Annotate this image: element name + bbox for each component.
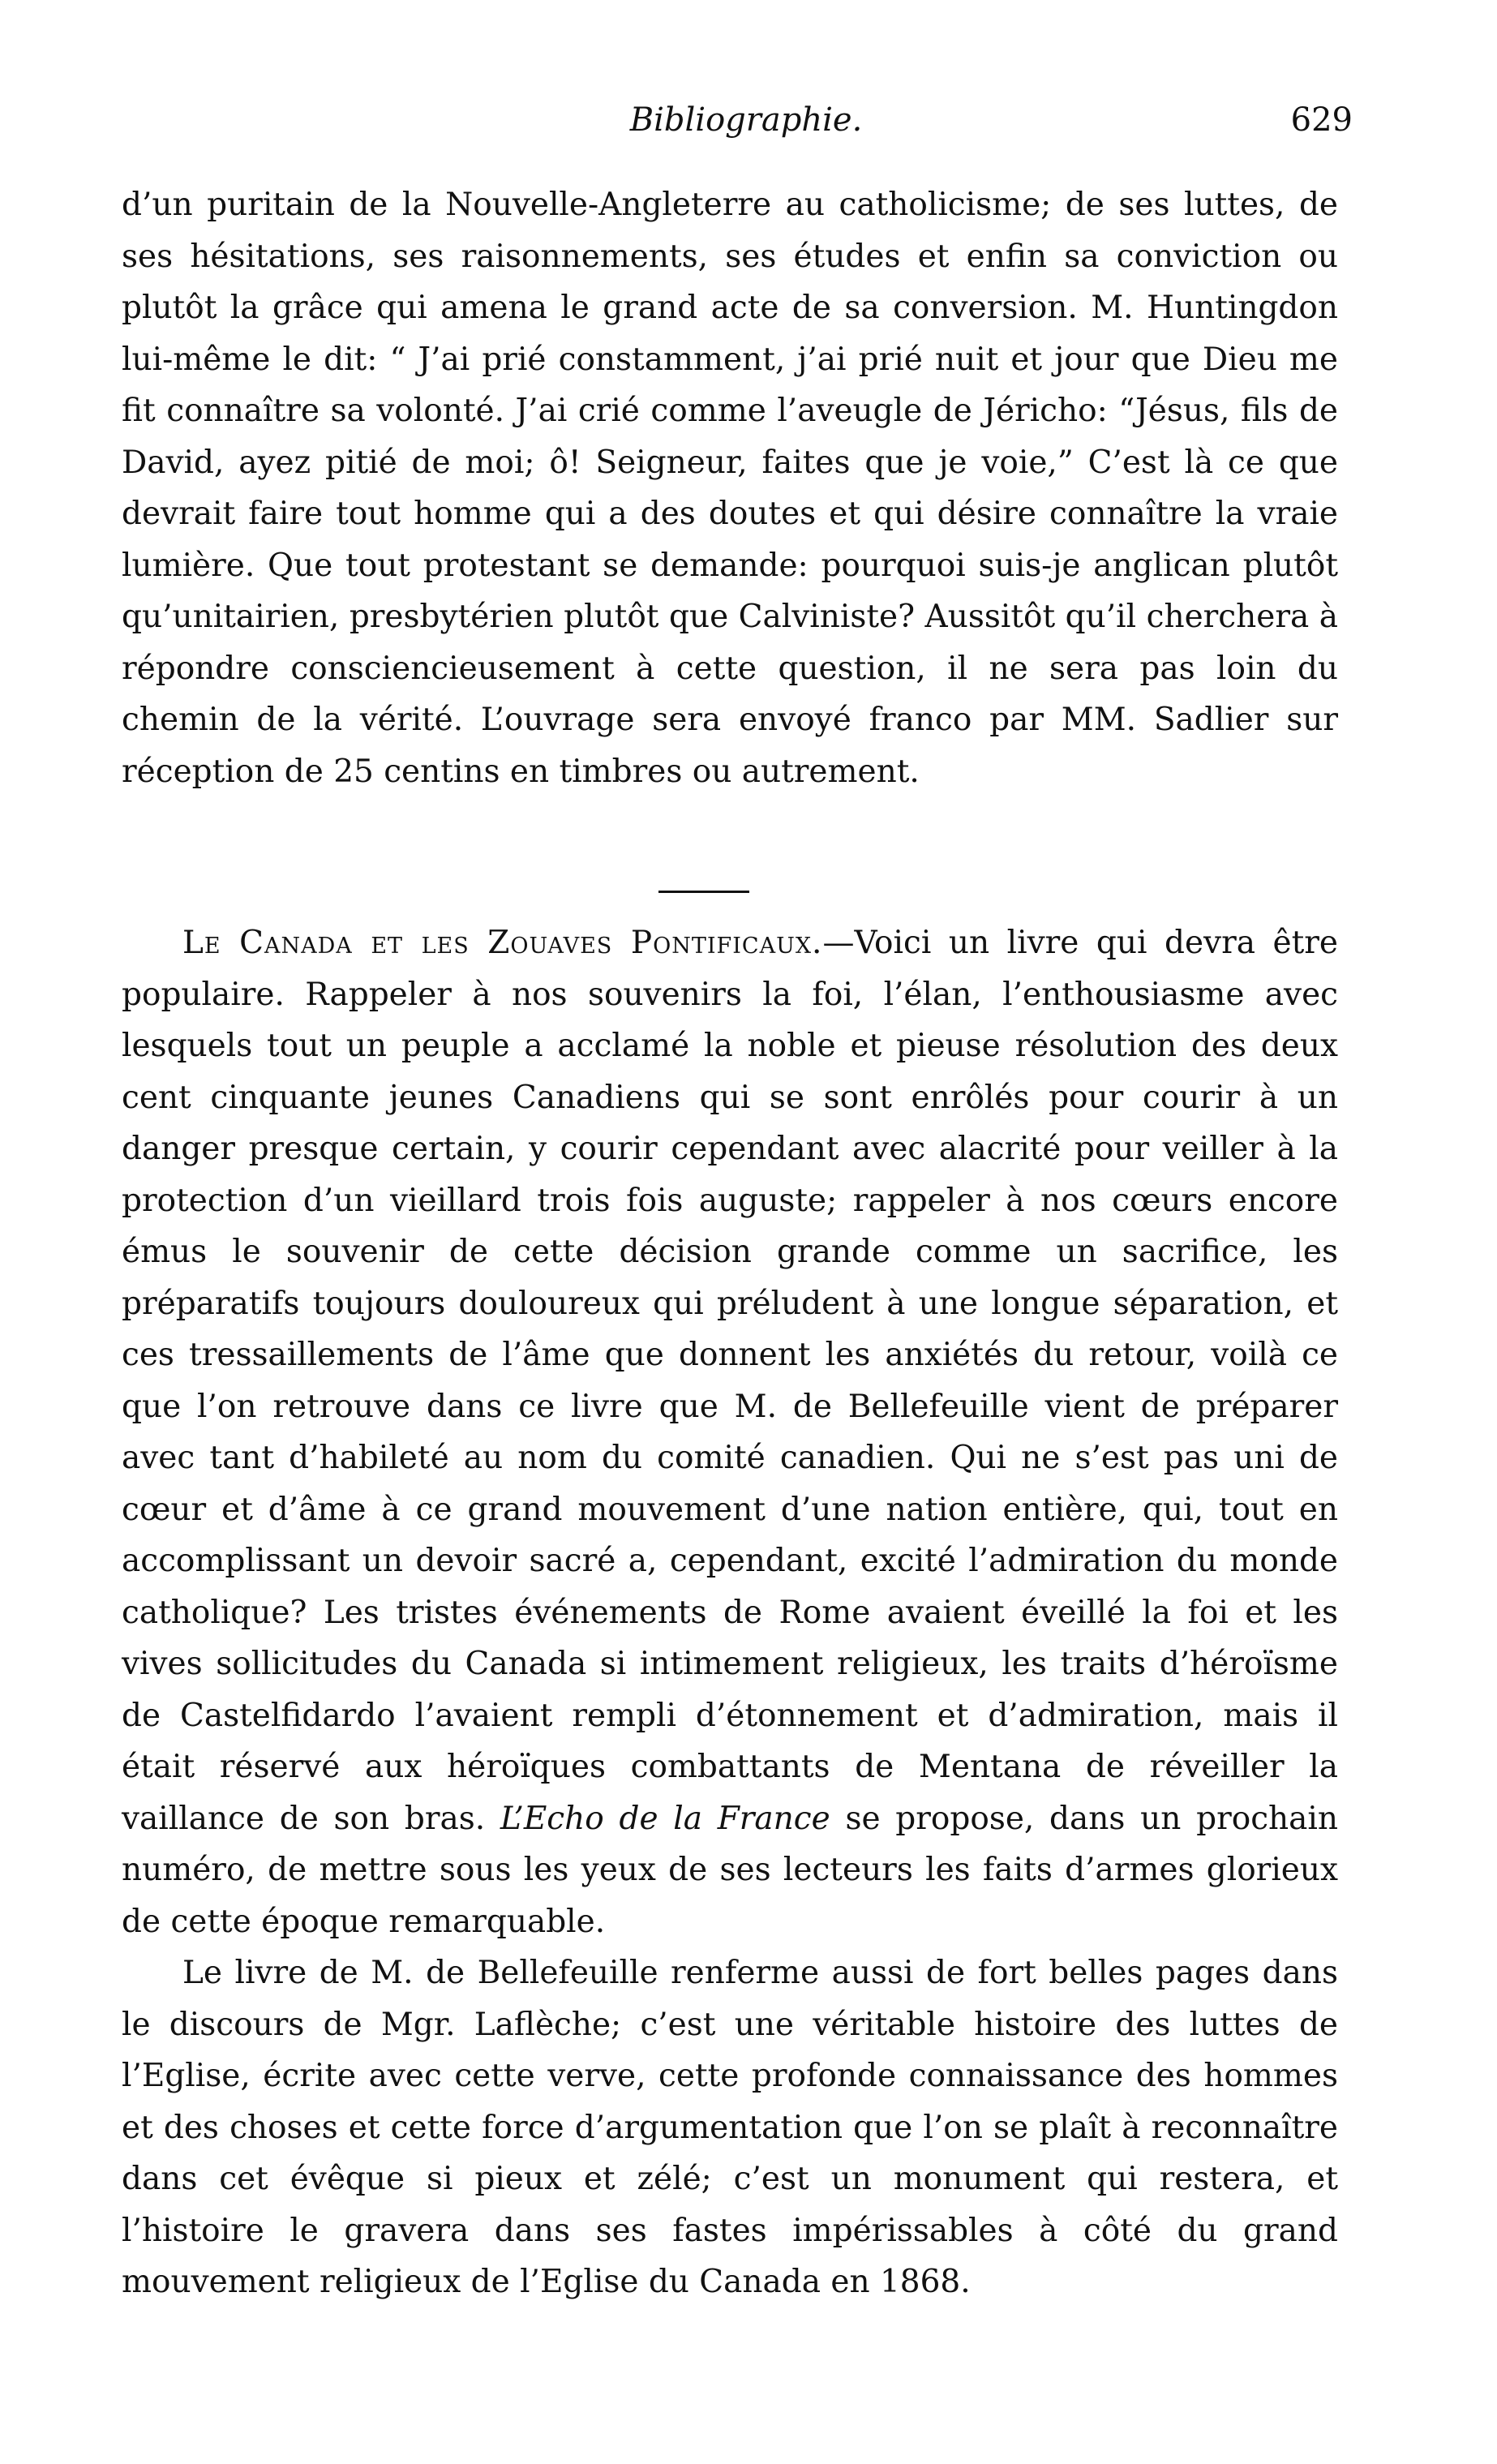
paragraph-1-text-b: se propose, dans un prochain numéro, de mettre sous les yeux de ses lecteurs les faits d’armes glorieux de cette époque remarquable. <box>122 1800 1339 1940</box>
zouaves-entry <box>122 917 1338 2308</box>
previous-entry-text: d’un puritain de la Nouvelle-Angleterre au catholicisme; de ses luttes, de ses hésitations, ses raisonnements, ses études et enfin sa conviction ou plutôt la grâce qui amena le grand acte de sa conversion. M. Huntingdon lui-même le dit: “ J’ai prié constamment, j’ai prié nuit et jour que Dieu me fit connaître sa volonté. J’ai crié comme l’aveugle de Jéricho: “Jésus, fils de David, ayez pitié de moi; ô! Seigneur, faites que je voie,” C’est là ce que devrait faire tout homme qui a des doutes et qui désire connaître la vraie lumière. Que tout protestant se demande: pourquoi suis-je anglican plutôt qu’unitairien, presbytérien plutôt que Calviniste? Aussitôt qu’il cherchera à répondre consciencieusement à cette question, il ne sera pas loin du chemin de la vérité. L’ouvrage sera envoyé franco par MM. Sadlier sur réception de 25 centins en timbres ou autrement. <box>122 187 1338 790</box>
running-title: Bibliographie. <box>629 101 863 139</box>
previous-entry <box>122 179 1338 797</box>
journal-title: L’Echo de la France <box>500 1800 830 1837</box>
page-number: 629 <box>1290 101 1353 139</box>
running-head <box>122 96 1370 144</box>
entry-heading: Le Canada et les Zouaves Pontificaux. <box>182 925 823 961</box>
paragraph-1-text-a: Voici un livre qui devra être populaire. Rappeler à nos souvenirs la foi, l’élan, l’enthousiasme avec lesquels tout un peuple a acclamé la noble et pieuse résolution des deux cent cinquante jeunes Canadiens qui se sont enrôlés pour courir à un danger presque certain, y courir cependant avec alacrité pour veiller à la protection d’un vieillard trois fois auguste; rappeler à nos cœurs encore émus le souvenir de cette décision grande comme un sacrifice, les préparatifs toujours douloureux qui préludent à une longue séparation, et ces tressaillements de l’âme que donnent les anxiétés du retour, voilà ce que l’on retrouve dans ce livre que M. de Bellefeuille vient de préparer avec tant d’habileté au nom du comité canadien. Qui ne s’est pas uni de cœur et d’âme à ce grand mouvement d’une nation entière, qui, tout en accomplissant un devoir sacré a, cependant, excité l’admiration du monde catholique? Les tristes événements de Rome avaient éveillé la foi et les vives sollicitudes du Canada si intimement religieux, les traits d’héroïsme de Castelfidardo l’avaient rempli d’étonnement et d’admiration, mais il était réservé aux héroïques combattants de Mentana de réveiller la vaillance de son bras. <box>122 925 1338 1837</box>
zouaves-paragraph-1 <box>122 917 1338 1947</box>
section-divider <box>658 891 749 893</box>
heading-dash: — <box>822 925 855 961</box>
zouaves-paragraph-2: Le livre de M. de Bellefeuille renferme aussi de fort belles pages dans le discours de Mgr. Laflèche; c’est une véritable histoire des luttes de l’Eglise, écrite avec cette verve, cette profonde connaissance des hommes et des choses et cette force d’argumentation que l’on se plaît à reconnaître dans cet évêque si pieux et zélé; c’est un monument qui restera, et l’histoire le gravera dans ses fastes impérissables à côté du grand mouvement religieux de l’Eglise du Canada en 1868. <box>122 1955 1338 2300</box>
